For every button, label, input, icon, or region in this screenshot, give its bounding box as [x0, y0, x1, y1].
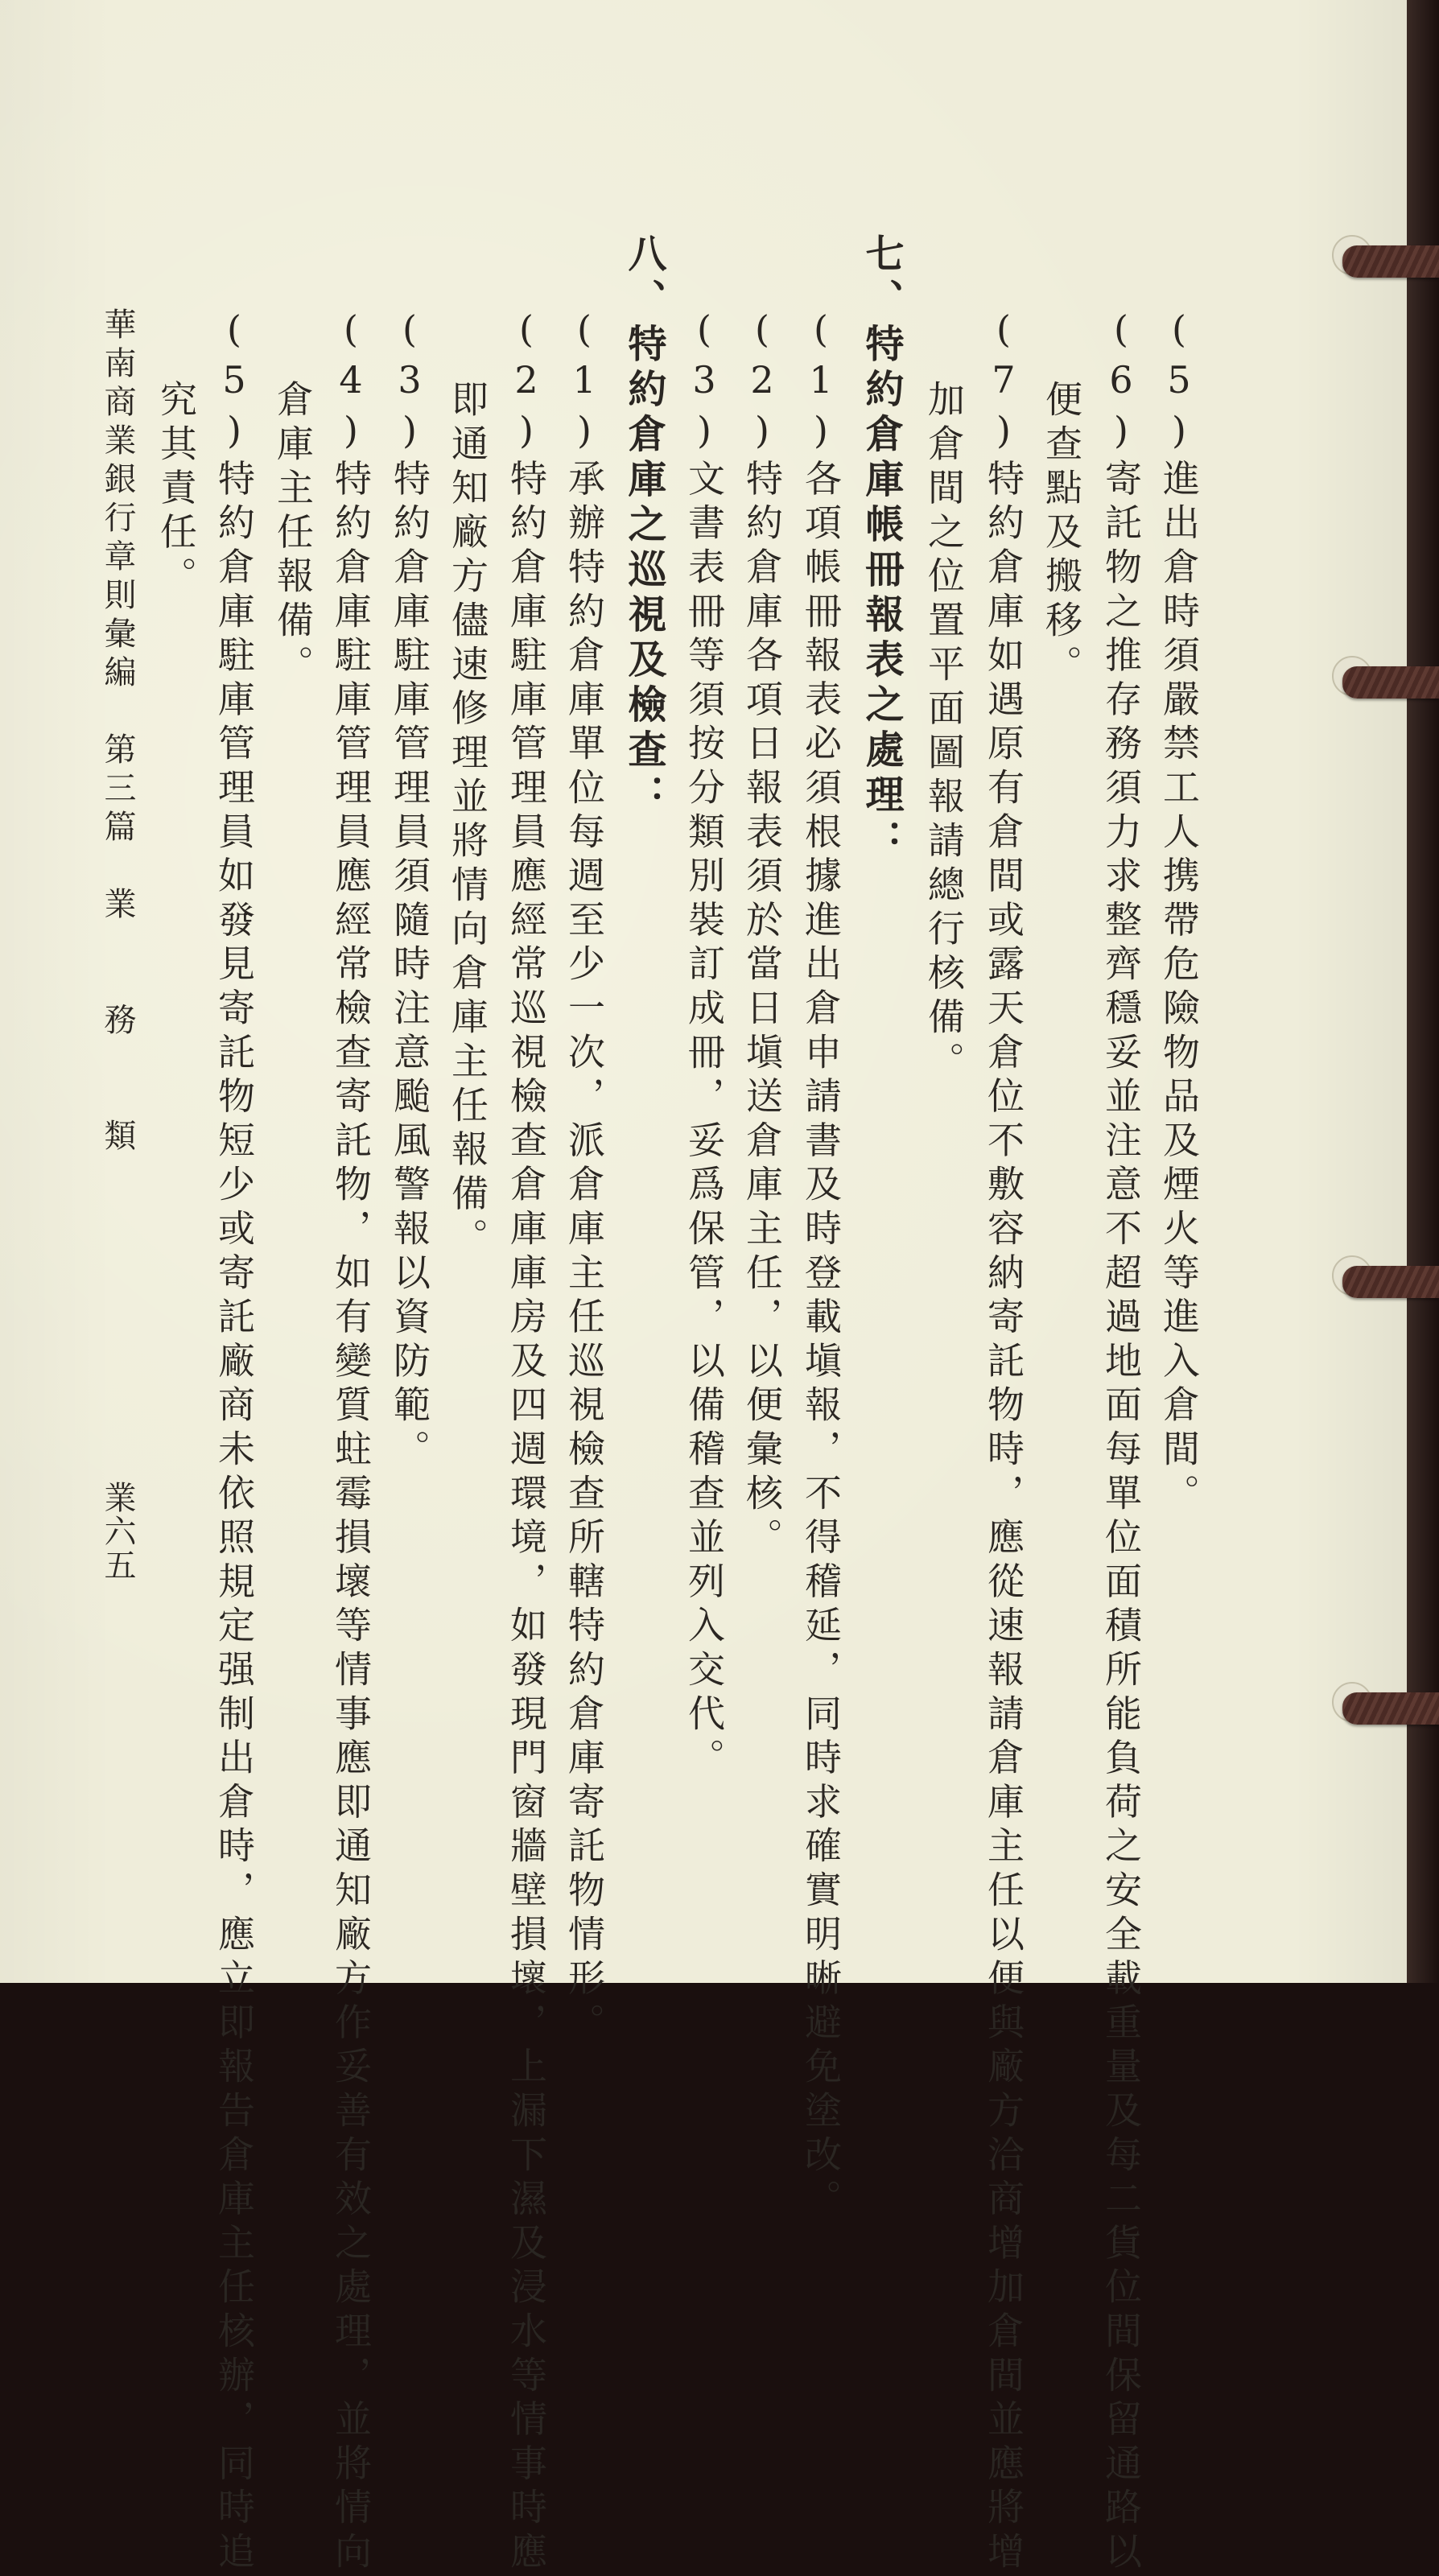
binding-cord — [1342, 1266, 1439, 1298]
text-column: (4)特約倉庫駐庫管理員應經常檢查寄託物，如有變質蛀霉損壞等情事應即通知廠方作妥善有效之處理，並將情向 — [329, 307, 373, 2576]
binding-cord — [1342, 245, 1439, 278]
text-column: 便查點及搬移。 — [1040, 380, 1083, 689]
text-column: 即通知廠方儘速修理並將情向倉庫主任報備。 — [446, 380, 489, 1262]
text-column: 加倉間之位置平面圖報請總行核備。 — [922, 380, 966, 1086]
binding-edge — [1407, 0, 1439, 1983]
text-column: (2)特約倉庫駐庫管理員應經常巡視檢查倉庫庫房及四週環境，如發現門窗牆壁損壞，上漏下濕及浸水等情事時應 — [505, 307, 548, 2576]
text-column: 究其責任。 — [155, 380, 198, 600]
section-heading: 七、特約倉庫帳冊報表之處理： — [859, 233, 904, 864]
text-column: (3)特約倉庫駐庫管理員須隨時注意颱風警報以資防範。 — [388, 307, 431, 1473]
text-column: (5)特約倉庫駐庫管理員如發見寄託物短少或寄託廠商未依照規定强制出倉時，應立即報告倉庫主任核辦，同時追 — [212, 307, 256, 2576]
text-column: 倉庫主任報備。 — [271, 380, 315, 689]
binding-cord — [1342, 666, 1439, 699]
section-heading: 八、特約倉庫之巡視及檢查： — [621, 233, 666, 819]
text-column: (7)特約倉庫如遇原有倉間或露天倉位不敷容納寄託物時，應從速報請倉庫主任以便與廠方洽商增加倉間並應將增 — [982, 307, 1025, 2576]
text-column: (1)各項帳冊報表必須根據進出倉申請書及時登載塡報，不得稽延，同時求確實明晰避免塗改。 — [799, 307, 843, 2224]
binding-cord — [1342, 1692, 1439, 1725]
text-column: (5)進出倉時須嚴禁工人携帶危險物品及煙火等進入倉間。 — [1157, 307, 1201, 1518]
text-column: (6)寄託物之推存務須力求整齊穩妥並注意不超過地面每單位面積所能負荷之安全載重量及每二貨位間保留通路以 — [1099, 307, 1143, 2576]
text-column: (2)特約倉庫各項日報表須於當日塡送倉庫主任，以便彙核。 — [740, 307, 784, 1562]
page-footer: 華南商業銀行章則彙編 第三篇 業 務 類 — [99, 307, 136, 1157]
text-column: (3)文書表冊等須按分類別裝訂成冊，妥爲保管，以備稽查並列入交代。 — [682, 307, 726, 1783]
page-number: 業六五 — [99, 1481, 136, 1582]
text-column: (1)承辦特約倉庫單位每週至少一次，派倉庫主任巡視檢查所轄特約倉庫寄託物情形。 — [563, 307, 606, 2047]
